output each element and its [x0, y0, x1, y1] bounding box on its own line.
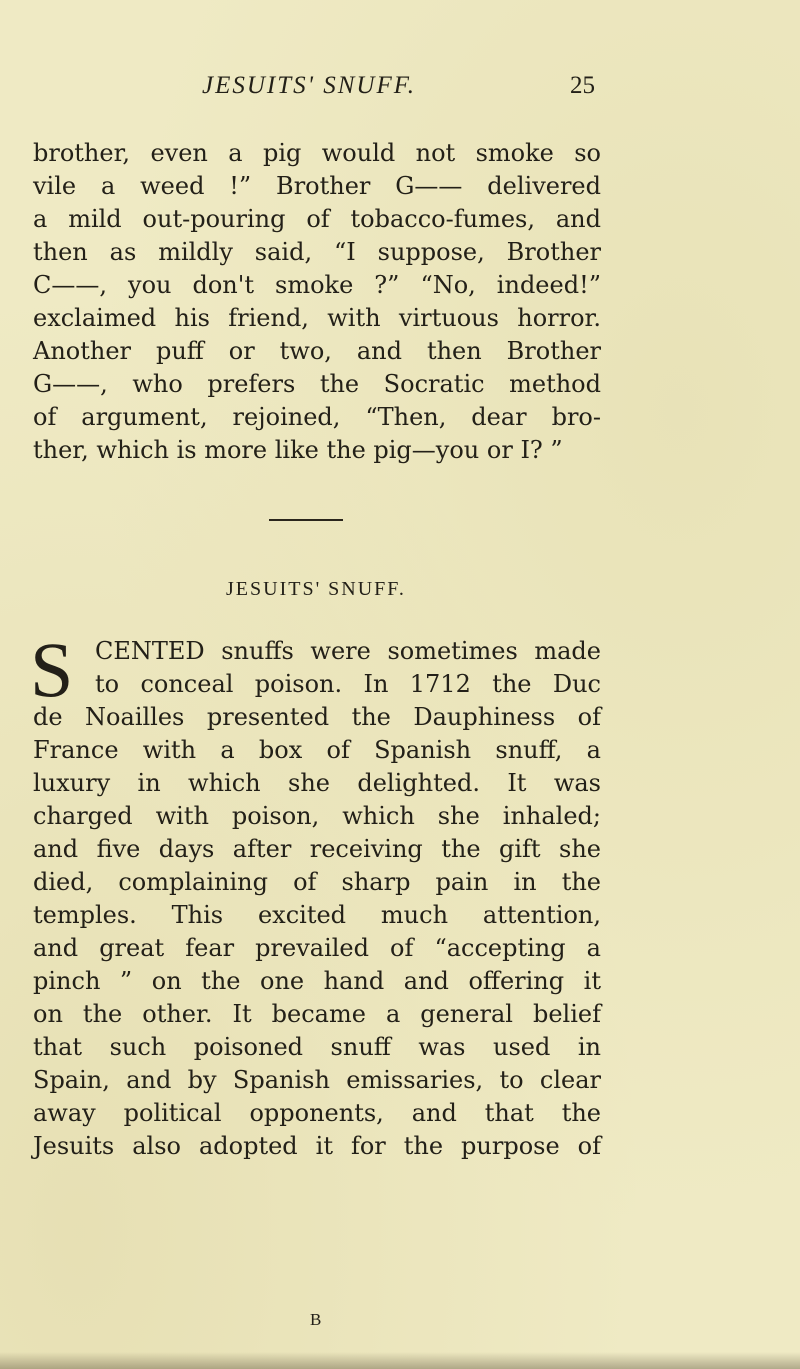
text-line: charged with poison, which she inhaled;	[33, 802, 601, 830]
text-line: pinch ” on the one hand and offering it	[33, 967, 601, 995]
text-line: ther, which is more like the pig—you or I? ”	[33, 436, 563, 464]
signature-mark: B	[310, 1310, 322, 1329]
page-bottom-edge	[0, 1352, 800, 1369]
running-head	[0, 72, 800, 108]
text-line: to conceal poison. In 1712 the Duc	[95, 670, 601, 698]
text-line: CENTED snuffs were sometimes made	[95, 637, 601, 665]
section-body	[33, 635, 601, 1163]
section-divider	[269, 519, 343, 521]
text-line: exclaimed his friend, with virtuous horror.	[33, 304, 601, 332]
text-line: died, complaining of sharp pain in the	[33, 868, 601, 896]
running-title: JESUITS' SNUFF.	[202, 72, 417, 99]
text-line: Jesuits also adopted it for the purpose of	[33, 1132, 601, 1160]
paragraph-continued	[33, 137, 601, 467]
text-line: vile a weed !” Brother G—— delivered	[33, 172, 601, 200]
text-line: of argument, rejoined, “Then, dear bro-	[33, 403, 601, 431]
text-line: brother, even a pig would not smoke so	[33, 139, 601, 167]
text-line: temples. This excited much attention,	[33, 901, 601, 929]
text-line: C——, you don't smoke ?” “No, indeed!”	[33, 271, 601, 299]
drop-cap: S	[30, 626, 74, 713]
text-line: and great fear prevailed of “accepting a	[33, 934, 601, 962]
text-line: luxury in which she delighted. It was	[33, 769, 601, 797]
section-heading: JESUITS' SNUFF.	[226, 578, 406, 600]
text-line: then as mildly said, “I suppose, Brother	[33, 238, 601, 266]
text-line: Another puff or two, and then Brother	[33, 337, 601, 365]
text-line: de Noailles presented the Dauphiness of	[33, 703, 601, 731]
text-line: France with a box of Spanish snuff, a	[33, 736, 601, 764]
text-line: on the other. It became a general belief	[33, 1000, 601, 1028]
text-line: Spain, and by Spanish emissaries, to clear	[33, 1066, 601, 1094]
text-line: that such poisoned snuff was used in	[33, 1033, 601, 1061]
text-line: a mild out-pouring of tobacco-fumes, and	[33, 205, 601, 233]
text-line: and five days after receiving the gift she	[33, 835, 601, 863]
text-line: G——, who prefers the Socratic method	[33, 370, 601, 398]
page-number: 25	[570, 72, 595, 99]
text-line: away political opponents, and that the	[33, 1099, 601, 1127]
